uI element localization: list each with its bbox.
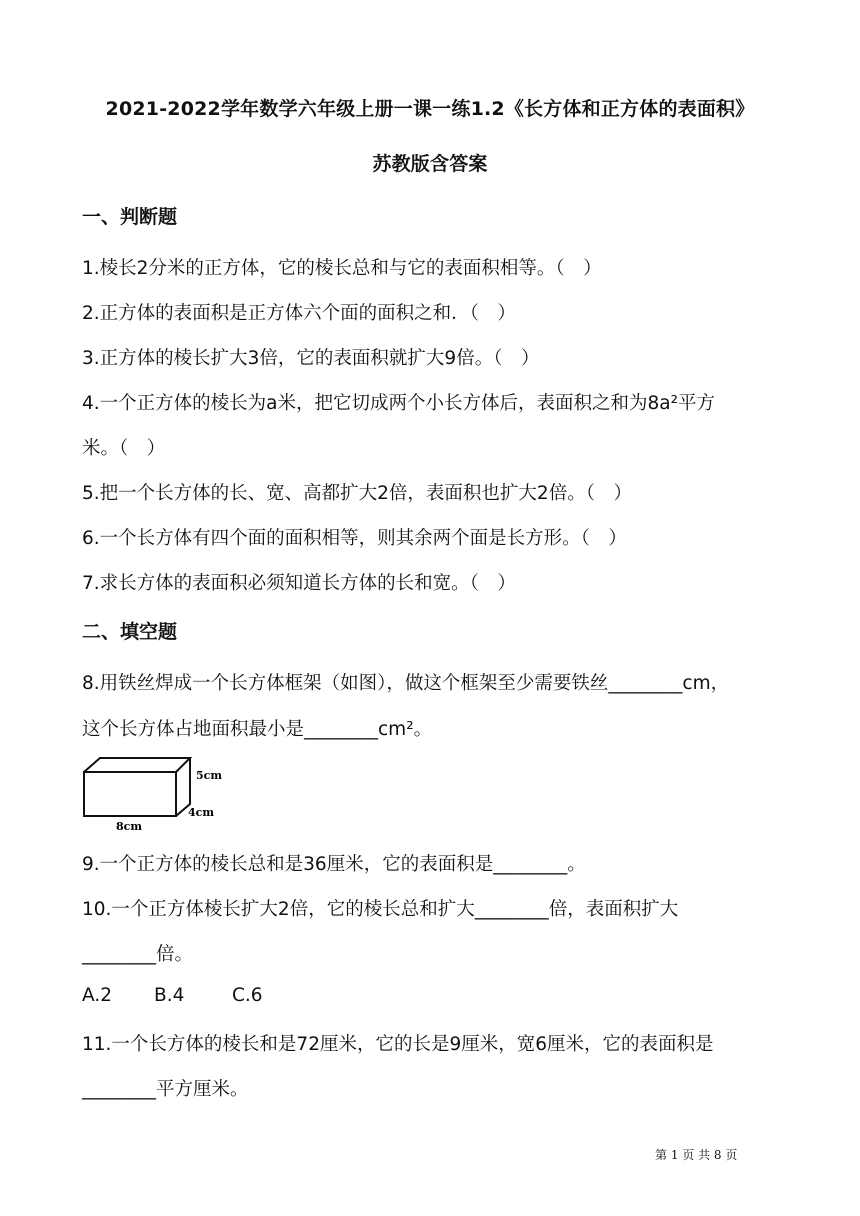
question-11-line2: [82, 1075, 249, 1101]
question-3: 3.正方体的棱长扩大3倍，它的表面积就扩大9倍。（ ）: [82, 348, 540, 369]
question-4-line1: 4.一个正方体的棱长为a米，把它切成两个小长方体后，表面积之和为8a²平方: [82, 393, 716, 414]
question-11-text-b: 平方厘米。: [156, 1079, 249, 1100]
question-9-text-b: 。: [567, 854, 586, 875]
option-a[interactable]: A.2: [82, 985, 112, 1006]
question-10-text-c: 倍。: [156, 944, 194, 965]
question-8-text-a: 8.用铁丝焊成一个长方体框架（如图），做这个框架至少需要铁丝: [82, 673, 609, 694]
question-6: 6.一个长方体有四个面的面积相等，则其余两个面是长方形。（ ）: [82, 528, 627, 549]
question-10-line1: [82, 895, 678, 921]
height-label: 5cm: [196, 769, 222, 782]
answer-blank[interactable]: ________: [304, 719, 379, 740]
question-9-text-a: 9.一个正方体的棱长总和是36厘米，它的表面积是: [82, 854, 494, 875]
question-8-text-d: cm²。: [378, 719, 433, 740]
question-9: [82, 850, 586, 876]
question-8-text-b: cm，: [682, 673, 730, 694]
option-c[interactable]: C.6: [232, 985, 263, 1006]
answer-blank[interactable]: ________: [493, 854, 568, 875]
answer-blank[interactable]: ________: [474, 899, 549, 920]
answer-blank[interactable]: ________: [608, 673, 683, 694]
question-10-text-b: 倍，表面积扩大: [548, 899, 679, 920]
question-7: 7.求长方体的表面积必须知道长方体的长和宽。（ ）: [82, 573, 516, 594]
question-10-line2: [82, 940, 193, 966]
question-10-text-a: 10.一个正方体棱长扩大2倍，它的棱长总和扩大: [82, 899, 475, 920]
question-8-line2: [82, 715, 432, 741]
section-heading-fill-in: 二、填空题: [82, 621, 178, 643]
width-label: 4cm: [188, 806, 214, 819]
cuboid-figure: [80, 754, 230, 832]
option-b[interactable]: B.4: [154, 985, 185, 1006]
document-title-line2: 苏教版含答案: [372, 153, 488, 175]
question-8-text-c: 这个长方体占地面积最小是: [82, 719, 305, 740]
answer-blank[interactable]: ________: [82, 944, 156, 965]
section-heading-judgement: 一、判断题: [82, 206, 178, 228]
page-footer: 第 1 页 共 8 页: [655, 1148, 738, 1162]
question-2: 2.正方体的表面积是正方体六个面的面积之和．（ ）: [82, 303, 516, 324]
answer-blank[interactable]: ________: [82, 1079, 156, 1100]
length-label: 8cm: [116, 820, 142, 832]
question-1: 1.棱长2分米的正方体，它的棱长总和与它的表面积相等。（ ）: [82, 258, 602, 279]
question-4-line2: 米。（ ）: [82, 438, 166, 459]
question-11-line1: 11.一个长方体的棱长和是72厘米，它的长是9厘米，宽6厘米，它的表面积是: [82, 1034, 714, 1055]
question-10-options: [82, 985, 263, 1006]
question-8-line1: [82, 669, 729, 695]
document-title-line1: 2021-2022学年数学六年级上册一课一练1.2《长方体和正方体的表面积》: [105, 98, 755, 120]
question-5: 5.把一个长方体的长、宽、高都扩大2倍，表面积也扩大2倍。（ ）: [82, 483, 632, 504]
